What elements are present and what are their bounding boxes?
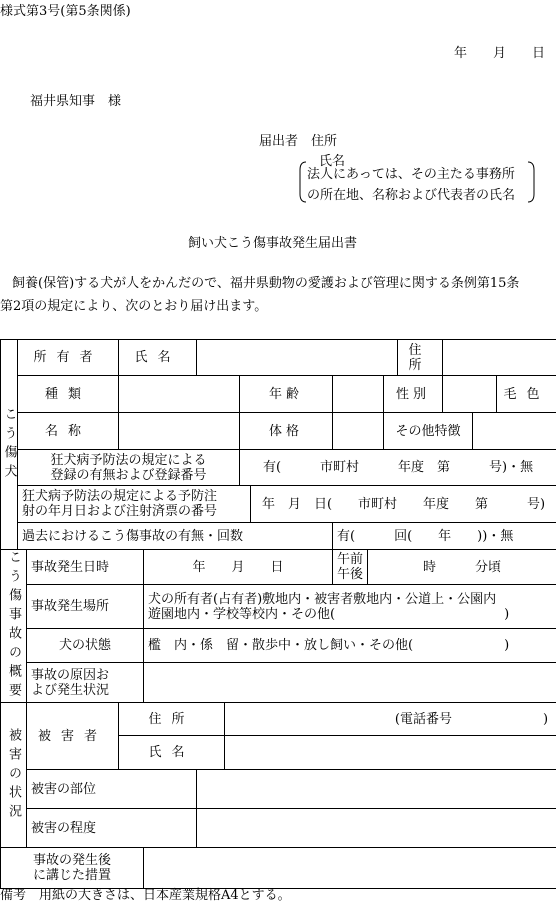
owner-name-field[interactable] <box>197 340 398 376</box>
body-text-line-2: 第2項の規定により、次のとおり届け出ます。 <box>0 299 268 314</box>
dog-name-field[interactable] <box>119 413 240 450</box>
other-features-field[interactable] <box>473 413 556 450</box>
body-text-line-1: 飼養(保管)する犬が人をかんだので、福井県動物の愛護および管理に関する条例第15条 <box>12 276 520 291</box>
victim-label: 被害者 <box>27 703 119 770</box>
corp-note-bracket <box>298 160 536 204</box>
applicant-name-label: 氏名 <box>319 154 346 169</box>
injury-site-field[interactable] <box>197 770 556 809</box>
accident-place-options[interactable]: 犬の所有者(占有者)敷地内・被害者敷地内・公道上・公園内 遊園地内・学校等校内・その他( ) <box>144 585 556 629</box>
other-features-label: その他特徴 <box>384 413 473 450</box>
section-dog: こう傷犬 <box>1 340 18 550</box>
rabies-registration-value[interactable]: 有( 市町村 年度 第 号)・無 <box>240 450 556 486</box>
injury-degree-label: 被害の程度 <box>27 809 197 848</box>
accident-time-field[interactable]: 時 分頃 <box>368 550 556 585</box>
form-number: 様式第3号(第5条関係) <box>0 4 131 19</box>
rabies-vaccination-value[interactable]: 年 月 日( 市町村 年度 第 号) <box>251 486 556 523</box>
owner-address-label: 住所 <box>398 340 443 376</box>
accident-date-field[interactable]: 年 月 日 <box>144 550 333 585</box>
breed-label: 種類 <box>18 376 119 413</box>
dog-name-label: 名称 <box>18 413 119 450</box>
victim-address-label: 住所 <box>119 703 225 736</box>
date-line: 年 月 日 <box>454 46 546 61</box>
applicant-address-label: 届出者 住所 <box>259 134 338 149</box>
breed-field[interactable] <box>119 376 240 413</box>
build-field[interactable] <box>333 413 384 450</box>
accident-datetime-label: 事故発生日時 <box>27 550 144 585</box>
sex-field[interactable] <box>443 376 497 413</box>
note: 備考 用紙の大きさは、日本産業規格A4とする。 <box>0 888 291 903</box>
measures-field[interactable] <box>144 848 556 889</box>
sex-label: 性別 <box>384 376 443 413</box>
cause-field[interactable] <box>144 663 556 703</box>
owner-label: 所有者 <box>18 340 119 376</box>
report-table <box>0 339 556 889</box>
addressee: 福井県知事 様 <box>30 94 122 109</box>
rabies-registration-label: 狂犬病予防法の規定による 登録の有無および登録番号 <box>18 450 240 486</box>
victim-name-label: 氏名 <box>119 736 225 770</box>
past-bites-value[interactable]: 有( 回( 年 ))・無 <box>333 523 556 550</box>
injury-site-label: 被害の部位 <box>27 770 197 809</box>
rabies-vaccination-label: 狂犬病予防法の規定による予防注 射の年月日および注射済票の番号 <box>18 486 251 523</box>
measures-label: 事故の発生後 に講じた措置 <box>1 848 144 889</box>
document-title: 飼い犬こう傷事故発生届出書 <box>188 236 358 251</box>
build-label: 体格 <box>240 413 333 450</box>
am-pm-field[interactable]: 午前 午後 <box>333 550 368 585</box>
section-accident: こう傷事故の概要 <box>1 550 27 703</box>
age-label: 年齢 <box>240 376 333 413</box>
owner-address-field[interactable] <box>443 340 556 376</box>
injury-degree-field[interactable] <box>197 809 556 848</box>
dog-state-options[interactable]: 檻 内・係 留・散歩中・放し飼い・その他( ) <box>144 629 556 663</box>
victim-name-field[interactable] <box>225 736 556 770</box>
victim-address-field[interactable]: (電話番号 ) <box>225 703 556 736</box>
coat-label: 毛色 <box>497 376 556 413</box>
age-field[interactable] <box>333 376 384 413</box>
section-victim: 被害の状況 <box>1 703 27 848</box>
cause-label: 事故の原因お よび発生状況 <box>27 663 144 703</box>
accident-place-label: 事故発生場所 <box>27 585 144 629</box>
owner-name-label: 氏名 <box>119 340 197 376</box>
past-bites-label: 過去におけるこう傷事故の有無・回数 <box>18 523 333 550</box>
dog-state-label: 犬の状態 <box>27 629 144 663</box>
corp-note-line-2: の所在地、名称および代表者の氏名 <box>307 188 516 203</box>
corp-note-line-1: 法人にあっては、その主たる事務所 <box>307 167 515 182</box>
